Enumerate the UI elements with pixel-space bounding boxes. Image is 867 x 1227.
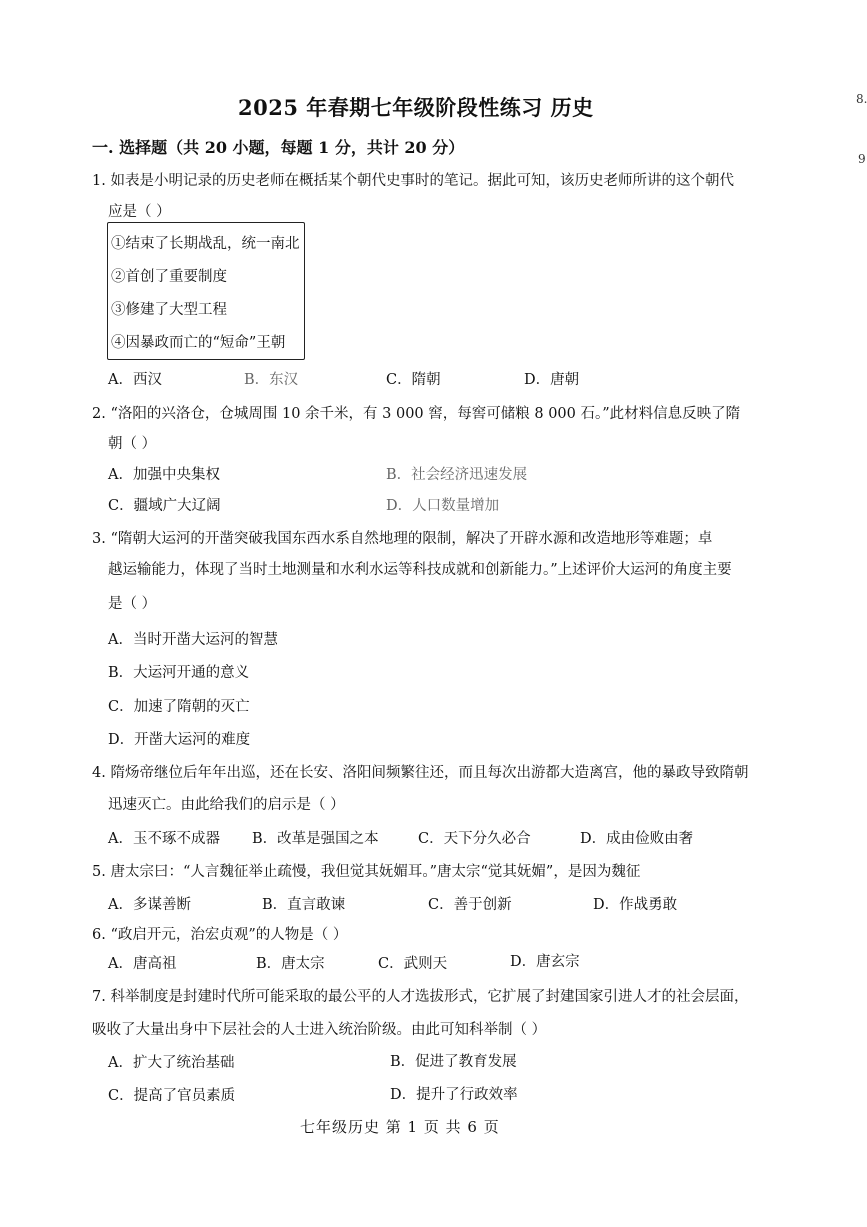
q5-option-a[interactable]: A．多谋善断 [108,897,191,913]
q6-stem-line1: 6. “政启开元，治宏贞观”的人物是（ ） [92,927,348,943]
q6-option-b[interactable]: B．唐太宗 [256,956,325,972]
q4-option-b[interactable]: B．改革是强国之本 [252,831,379,847]
q3-option-a[interactable]: A．当时开凿大运河的智慧 [108,632,278,648]
page-title: 2025 年春期七年级阶段性练习 历史 [238,95,594,120]
q4-stem-line2: 迅速灭亡。由此给我们的启示是（ ） [108,797,345,813]
q1-stem-line2: 应是（ ） [108,204,171,220]
q1-option-c[interactable]: C．隋朝 [386,372,441,388]
q2-option-d[interactable]: D．人口数量增加 [386,498,500,514]
q2-option-a[interactable]: A．加强中央集权 [108,467,220,483]
q4-option-d[interactable]: D．成由俭败由奢 [580,831,694,847]
q1-notes-box [107,222,305,360]
q3-option-c[interactable]: C．加速了隋朝的灭亡 [108,699,250,715]
q7-option-c[interactable]: C．提高了官员素质 [108,1088,236,1104]
q7-stem-line1: 7. 科举制度是封建时代所可能采取的最公平的人才选拔形式，它扩展了封建国家引进人才的社会层面， [92,989,749,1005]
q4-option-a[interactable]: A．玉不琢不成器 [108,831,220,847]
q1-option-a[interactable]: A．西汉 [108,372,162,388]
q1-option-b[interactable]: B．东汉 [244,372,299,388]
q3-stem-line1: 3. “隋朝大运河的开凿突破我国东西水系自然地理的限制，解决了开辟水源和改造地形等难题；卓 [92,531,713,547]
q3-stem-line2: 越运输能力，体现了当时土地测量和水利水运等科技成就和创新能力。”上述评价大运河的角度主要 [108,562,732,578]
q1-note-2: ②首创了重要制度 [111,269,227,285]
margin-mark-second: 9 [858,152,866,166]
q2-option-c[interactable]: C．疆域广大辽阔 [108,498,221,514]
q3-stem-line3: 是（ ） [108,596,157,612]
q5-stem-line1: 5. 唐太宗曰：“人言魏征举止疏慢，我但觉其妩媚耳。”唐太宗“觉其妩媚”，是因为魏征 [92,864,641,880]
q5-option-b[interactable]: B．直言敢谏 [262,897,346,913]
q5-option-d[interactable]: D．作战勇敢 [593,897,678,913]
q2-stem-line2: 朝（ ） [108,436,157,452]
q7-option-a[interactable]: A．扩大了统治基础 [108,1055,235,1071]
q7-option-d[interactable]: D．提升了行政效率 [390,1087,518,1103]
q1-stem-line1: 1. 如表是小明记录的历史老师在概括某个朝代史事时的笔记。据此可知，该历史老师所讲的这个朝代 [92,173,734,189]
page-footer: 七年级历史 第 1 页 共 6 页 [300,1118,500,1136]
q1-note-1: ①结束了长期战乱，统一南北 [111,236,300,252]
q5-option-c[interactable]: C．善于创新 [428,897,512,913]
q1-option-d[interactable]: D．唐朝 [524,372,580,388]
q1-note-3: ③修建了大型工程 [111,302,227,318]
q2-stem-line1: 2. “洛阳的兴洛仓，仓城周围 10 余千米，有 3 000 窖，每窖可储粮 8 000 石。”此材料信息反映了隋 [92,406,741,422]
margin-mark-top: 8. [856,92,867,106]
section-heading: 一. 选择题（共 20 小题，每题 1 分，共计 20 分） [92,138,465,157]
q6-option-a[interactable]: A．唐高祖 [108,956,177,972]
q7-stem-line2: 吸收了大量出身中下层社会的人士进入统治阶级。由此可知科举制（ ） [92,1022,547,1038]
q4-stem-line1: 4. 隋炀帝继位后年年出巡，还在长安、洛阳间频繁往还，而且每次出游都大造离宫，他的暴政导致隋朝 [92,765,749,781]
q1-note-4: ④因暴政而亡的“短命”王朝 [111,335,286,351]
q7-option-b[interactable]: B．促进了教育发展 [390,1054,517,1070]
q4-option-c[interactable]: C．天下分久必合 [418,831,531,847]
q6-option-d[interactable]: D．唐玄宗 [510,954,580,970]
q2-option-b[interactable]: B．社会经济迅速发展 [386,467,528,483]
q3-option-d[interactable]: D．开凿大运河的难度 [108,732,251,748]
q6-option-c[interactable]: C．武则天 [378,956,448,972]
q3-option-b[interactable]: B．大运河开通的意义 [108,665,250,681]
